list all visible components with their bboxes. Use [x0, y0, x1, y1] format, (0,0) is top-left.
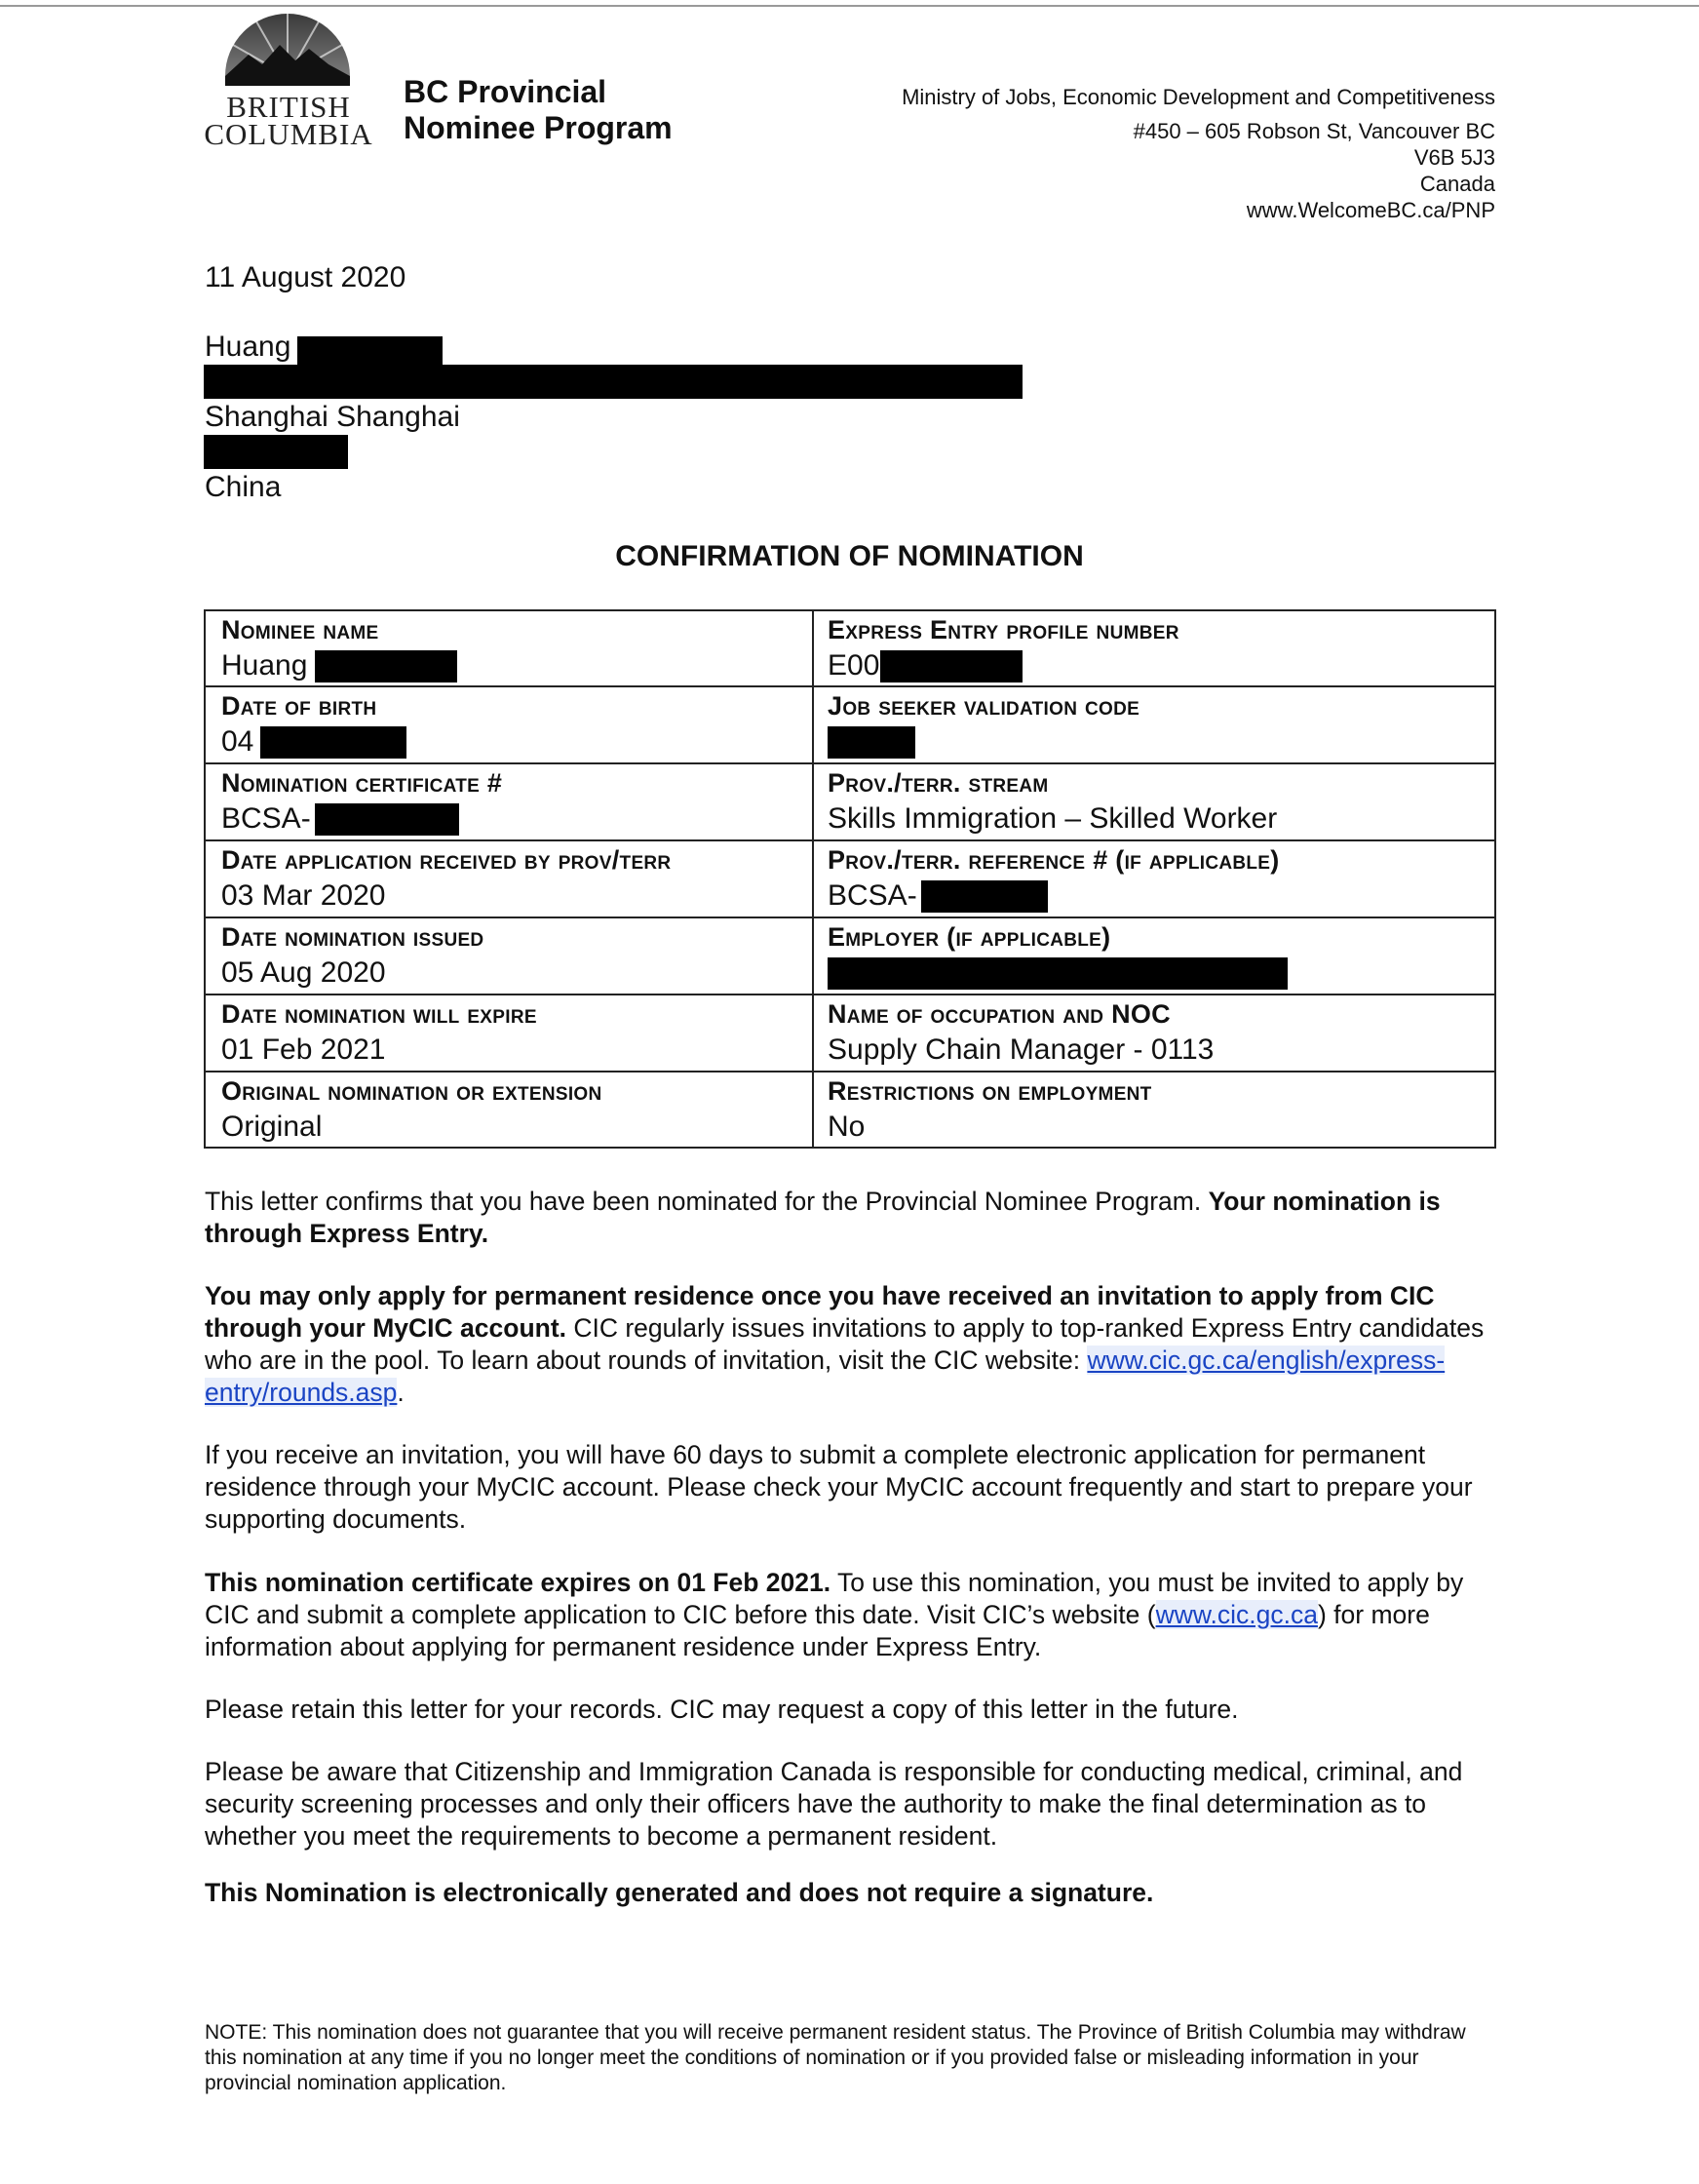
program-title-line2: Nominee Program	[404, 110, 673, 145]
redaction-bar	[315, 803, 459, 836]
field-value: E00	[828, 649, 880, 682]
sun-mountain-icon	[219, 8, 356, 86]
text-span: .	[397, 1378, 405, 1407]
ministry-website: www.WelcomeBC.ca/PNP	[1246, 198, 1495, 222]
redaction-bar	[828, 957, 1288, 990]
address-postal: V6B 5J3	[1413, 145, 1495, 170]
field-label: Original nomination or extension	[221, 1076, 602, 1106]
paragraph-expiry	[205, 1567, 1501, 1663]
field-label: Name of occupation and NOC	[828, 999, 1171, 1029]
field-value: BCSA-	[221, 802, 311, 835]
table-divider	[206, 1071, 1494, 1072]
field-value: Skills Immigration – Skilled Worker	[828, 802, 1278, 835]
nomination-table	[204, 609, 1496, 1149]
letter-date: 11 August 2020	[205, 261, 406, 293]
field-label: Nominee name	[221, 615, 379, 644]
redaction-bar	[880, 650, 1023, 682]
rounds-link[interactable]: www.cic.gc.ca/english/express-entry/rounds.asp	[205, 1346, 1446, 1407]
program-title-line1: BC Provincial	[404, 74, 607, 109]
address-country: Canada	[1419, 172, 1495, 196]
paragraph-screening: Please be aware that Citizenship and Immigration Canada is responsible for conducting medical, criminal, and security screening processes and only their officers have the authority to make the final determination as to whether you meet the requirements to become a permanent resident.	[205, 1757, 1463, 1851]
redaction-bar	[297, 336, 443, 367]
field-value: 05 Aug 2020	[221, 956, 386, 989]
field-value: Supply Chain Manager - 0113	[828, 1034, 1215, 1066]
field-label: Express Entry profile number	[828, 615, 1179, 644]
paragraph-retain-letter: Please retain this letter for your records. CIC may request a copy of this letter in the future.	[205, 1695, 1239, 1724]
paragraph-invitation: If you receive an invitation, you will have 60 days to submit a complete electronic application for permanent residence through your MyCIC account. Please check your MyCIC account frequently and start to prepare your supporting documents.	[205, 1440, 1473, 1534]
table-divider	[206, 916, 1494, 918]
bc-logo	[198, 8, 379, 154]
text-span: CIC regularly issues invitations to apply to top-ranked Express Entry candidates who are in the pool. To learn about rounds of invitation, visit the CIC website:	[205, 1313, 1485, 1375]
field-label: Nomination certificate #	[221, 768, 503, 798]
ministry-address-block	[618, 84, 1495, 223]
field-label: Job seeker validation code	[828, 691, 1140, 721]
address-street: #450 – 605 Robson St, Vancouver BC	[1133, 119, 1495, 143]
field-value: No	[828, 1111, 866, 1143]
redaction-bar	[204, 435, 348, 469]
text-span: This letter confirms that you have been nominated for the Provincial Nominee Program.	[205, 1187, 1209, 1216]
cic-website-link[interactable]: www.cic.gc.ca	[1155, 1600, 1318, 1629]
redaction-bar	[260, 726, 406, 759]
document-title: CONFIRMATION OF NOMINATION	[615, 540, 1084, 572]
field-label: Date nomination issued	[221, 922, 484, 952]
text-bold: This nomination certificate expires on 01 Feb 2021.	[205, 1568, 831, 1597]
table-divider	[206, 685, 1494, 687]
field-label: Date of birth	[221, 691, 377, 721]
table-divider	[206, 994, 1494, 995]
field-value: Original	[221, 1111, 323, 1143]
field-value: Huang	[221, 649, 308, 682]
text-span: ) for more information about applying for permanent residence under Express Entry.	[205, 1600, 1430, 1661]
ministry-name: Ministry of Jobs, Economic Development and Competitiveness	[902, 85, 1495, 109]
logo-text-columbia: COLUMBIA	[204, 117, 373, 151]
field-label: Employer (if applicable)	[828, 922, 1111, 952]
paragraph-confirmation	[205, 1186, 1501, 1250]
table-divider	[206, 839, 1494, 841]
recipient-city: Shanghai Shanghai	[205, 401, 460, 433]
field-value: BCSA-	[828, 879, 917, 912]
paragraph-apply-instructions	[205, 1280, 1501, 1409]
text-bold: You may only apply for permanent residence once you have received an invitation to apply from CIC through your MyCIC account.	[205, 1281, 1435, 1343]
table-divider	[206, 762, 1494, 764]
paragraph-electronic-notice: This Nomination is electronically generated and does not require a signature.	[205, 1878, 1154, 1907]
page-top-rule	[0, 5, 1699, 7]
redaction-bar	[921, 880, 1048, 913]
field-label: Date nomination will expire	[221, 999, 537, 1029]
text-span: To use this nomination, you must be invited to apply by CIC and submit a complete application to CIC before this date. Visit CIC’s website (	[205, 1568, 1464, 1629]
recipient-country: China	[205, 471, 282, 503]
field-value: 03 Mar 2020	[221, 879, 386, 912]
table-divider	[812, 611, 814, 1147]
field-value: 04	[221, 725, 254, 758]
field-label: Restrictions on employment	[828, 1076, 1152, 1106]
logo-text-british: BRITISH	[226, 90, 351, 124]
footer-note: NOTE: This nomination does not guarantee that you will receive permanent resident status. The Province of British Columbia may withdraw this nomination at any time if you no longer meet the conditions of nomination or if you provided false or misleading information in your provincial nomination application.	[205, 2021, 1466, 2094]
redaction-bar	[204, 365, 1023, 399]
field-label: Prov./terr. reference # (if applicable)	[828, 845, 1280, 875]
text-bold: Your nomination is through Express Entry.	[205, 1187, 1441, 1248]
field-value: 01 Feb 2021	[221, 1034, 386, 1066]
field-label: Prov./terr. stream	[828, 768, 1049, 798]
redaction-bar	[315, 650, 457, 682]
redaction-bar	[828, 726, 915, 759]
recipient-name: Huang	[205, 331, 291, 363]
field-label: Date application received by prov/terr	[221, 845, 672, 875]
